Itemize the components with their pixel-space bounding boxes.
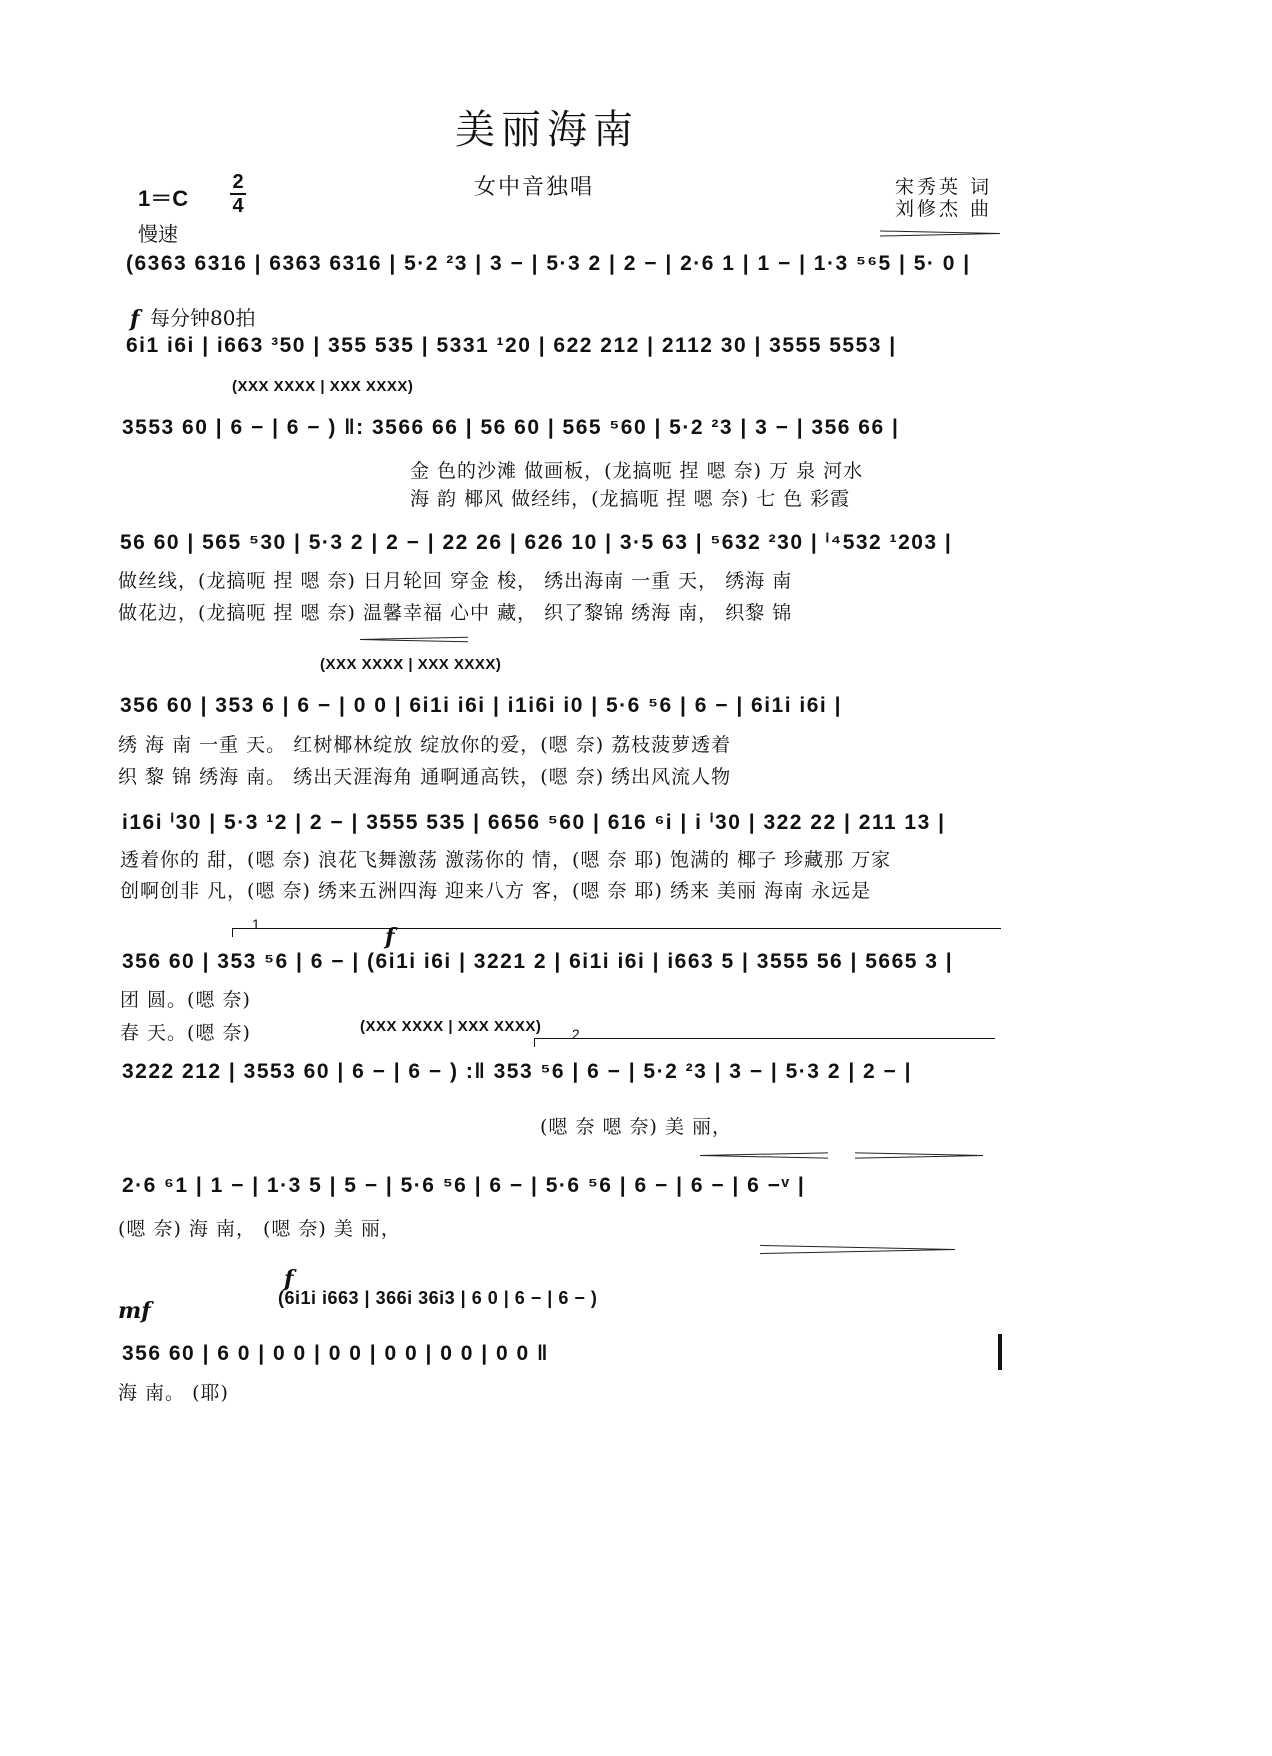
decrescendo-hairpin-3 bbox=[760, 1242, 955, 1256]
accompaniment-line-3: (XXX XXXX | XXX XXXX) bbox=[232, 378, 414, 395]
accompaniment-line-10: (6i1i i663 | 366i 36i3 | 6 0 | 6 − | 6 − ) bbox=[278, 1288, 598, 1308]
second-ending-bracket bbox=[534, 1038, 995, 1047]
score-line-7: 356 60 | 353 ⁵6 | 6 − | (6i1i i6i | 3221 2 | 6i1i i6i | i663 5 | 3555 56 | 5665 3 | bbox=[122, 950, 954, 973]
crescendo-hairpin-2 bbox=[700, 1148, 828, 1162]
lyric-line-3-verse-2: 海 韵 椰风 做经纬，(龙搞呃 捏 嗯 奈) 七 色 彩霞 bbox=[410, 488, 851, 510]
tempo-bpm: 每分钟80拍 bbox=[150, 306, 256, 330]
tempo-marking: 慢速 bbox=[138, 222, 178, 246]
lyric-line-6-verse-2: 创啊创非 凡，(嗯 奈) 绣来五洲四海 迎来八方 客，(嗯 奈 耶) 绣来 美丽 海南 永远是 bbox=[120, 880, 872, 902]
dynamic-forte-2: f bbox=[385, 924, 395, 950]
second-ending-label: 2 bbox=[572, 1026, 580, 1042]
lyric-line-5-verse-1: 绣 海 南 一重 天。 红树椰林绽放 绽放你的爱，(嗯 奈) 荔枝菠萝透着 bbox=[118, 734, 732, 756]
dynamic-forte-3: f bbox=[284, 1266, 294, 1292]
score-line-9: 2·6 ⁶1 | 1 − | 1·3 5 | 5 − | 5·6 ⁵6 | 6 − | 5·6 ⁵6 | 6 − | 6 − | 6 −ᵛ | bbox=[122, 1174, 806, 1197]
lyric-line-7-verse-1: 团 圆。(嗯 奈) bbox=[120, 989, 251, 1011]
accompaniment-line-8: (XXX XXXX | XXX XXXX) bbox=[360, 1018, 542, 1035]
lyric-line-4-verse-2: 做花边，(龙搞呃 捏 嗯 奈) 温馨幸福 心中 藏， 织了黎锦 绣海 南， 织黎 锦 bbox=[118, 602, 793, 624]
lyricist-credit: 宋秀英 词 bbox=[895, 176, 993, 198]
score-line-4: 56 60 | 565 ⁵30 | 5·3 2 | 2 − | 22 26 | 626 10 | 3·5 63 | ⁵632 ²30 | ⁱ⁴532 ¹203 | bbox=[120, 531, 953, 554]
dynamic-forte: f bbox=[130, 306, 140, 332]
final-barline bbox=[998, 1334, 1002, 1370]
lyric-line-9: (嗯 奈) 海 南， (嗯 奈) 美 丽， bbox=[118, 1218, 401, 1240]
decrescendo-hairpin bbox=[880, 226, 1000, 240]
lyric-line-11: 海 南。 (耶) bbox=[118, 1382, 229, 1404]
lyric-line-5-verse-2: 织 黎 锦 绣海 南。 绣出天涯海角 通啊通高铁，(嗯 奈) 绣出风流人物 bbox=[118, 766, 732, 788]
time-signature-bottom: 4 bbox=[232, 195, 244, 217]
first-ending-bracket bbox=[232, 928, 1001, 937]
lyric-line-6-verse-1: 透着你的 甜，(嗯 奈) 浪花飞舞激荡 激荡你的 情，(嗯 奈 耶) 饱满的 椰子 珍藏那 万家 bbox=[120, 849, 892, 871]
song-subtitle: 女中音独唱 bbox=[474, 175, 595, 200]
score-line-11: 356 60 | 6 0 | 0 0 | 0 0 | 0 0 | 0 0 | 0 0 ‖ bbox=[122, 1342, 549, 1365]
key-signature: 1＝C bbox=[138, 186, 189, 211]
score-line-3: 3553 60 | 6 − | 6 − ) ‖: 3566 66 | 56 60 | 565 ⁵60 | 5·2 ²3 | 3 − | 356 66 | bbox=[122, 416, 900, 439]
score-line-5: 356 60 | 353 6 | 6 − | 0 0 | 6i1i i6i | i1i6i i0 | 5·6 ⁵6 | 6 − | 6i1i i6i | bbox=[120, 694, 842, 717]
score-line-1: (6363 6316 | 6363 6316 | 5·2 ²3 | 3 − | 5·3 2 | 2 − | 2·6 1 | 1 − | 1·3 ⁵⁶5 | 5· 0 | bbox=[126, 252, 971, 275]
time-signature-top: 2 bbox=[232, 171, 244, 193]
lyric-line-3-verse-1: 金 色的沙滩 做画板，(龙搞呃 捏 嗯 奈) 万 泉 河水 bbox=[410, 460, 864, 482]
composer-credit: 刘修杰 曲 bbox=[895, 198, 993, 220]
decrescendo-hairpin-2 bbox=[855, 1148, 983, 1162]
score-line-6: i16i ⁱ30 | 5·3 ¹2 | 2 − | 3555 535 | 6656 ⁵60 | 616 ⁶i | i ⁱ30 | 322 22 | 211 13 | bbox=[122, 811, 946, 834]
time-signature bbox=[228, 172, 248, 216]
first-ending-label: 1 bbox=[252, 916, 260, 932]
score-line-2: 6i1 i6i | i663 ³50 | 355 535 | 5331 ¹20 | 622 212 | 2112 30 | 3555 5553 | bbox=[126, 334, 897, 357]
crescendo-hairpin bbox=[360, 632, 468, 646]
lyric-line-4-verse-1: 做丝线，(龙搞呃 捏 嗯 奈) 日月轮回 穿金 梭， 绣出海南 一重 天， 绣海 南 bbox=[118, 570, 793, 592]
accompaniment-line-5: (XXX XXXX | XXX XXXX) bbox=[320, 656, 502, 673]
lyric-line-8: (嗯 奈 嗯 奈) 美 丽， bbox=[540, 1116, 733, 1138]
song-title: 美丽海南 bbox=[455, 107, 639, 153]
score-line-8: 3222 212 | 3553 60 | 6 − | 6 − ) :‖ 353 ⁵6 | 6 − | 5·2 ²3 | 3 − | 5·3 2 | 2 − | bbox=[122, 1060, 913, 1083]
lyric-line-7-verse-2: 春 天。(嗯 奈) bbox=[120, 1022, 251, 1044]
dynamic-mezzo-forte: mf bbox=[118, 1298, 151, 1324]
